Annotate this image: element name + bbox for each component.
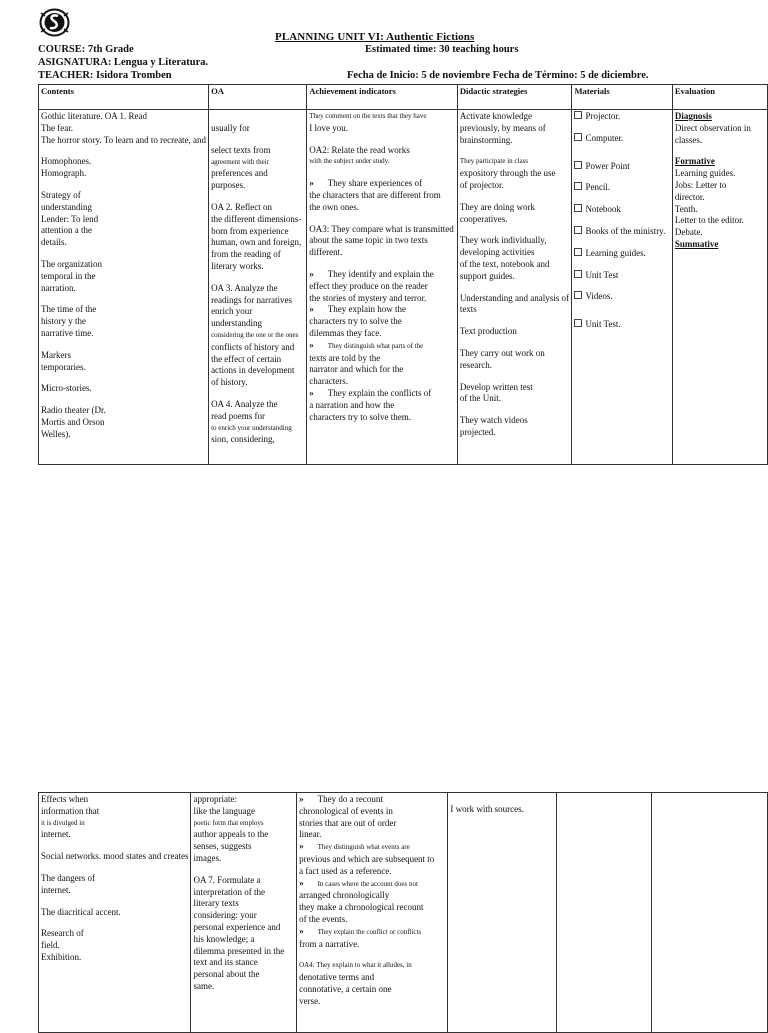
- contents-line: The organization: [41, 258, 103, 269]
- indicator-line: dilemmas they face.: [309, 327, 382, 338]
- oa-line: like the language: [193, 805, 255, 816]
- strategy-line: Activate knowledge: [459, 111, 533, 121]
- contents-line: Exhibition.: [41, 951, 82, 962]
- oa-line: to enrich your understanding: [211, 423, 292, 432]
- strategy-line: texts: [459, 304, 477, 315]
- material-item: Computer.: [585, 132, 624, 143]
- indicator-line: stories that are out of order: [299, 817, 397, 828]
- strategy-line: developing activities: [459, 247, 535, 258]
- materials-cell: [557, 793, 652, 1033]
- strategy-line: Understanding and analysis of: [459, 292, 570, 303]
- double-chevron-bullet: »: [299, 841, 304, 852]
- oa-cell: [191, 793, 297, 1033]
- oa-line: OA 4. Analyze the: [211, 398, 278, 409]
- formative-heading: Formative: [674, 156, 715, 167]
- double-chevron-bullet: »: [309, 178, 314, 189]
- indicator-line: They comment on the texts that they have: [309, 112, 427, 120]
- evaluation-line: Letter to the editor.: [674, 215, 744, 226]
- contents-line: Markers: [41, 349, 71, 360]
- indicator-line: They explain the conflict or conflicts: [317, 927, 422, 936]
- oa-line: conflicts of history and: [211, 341, 295, 352]
- oa-line: interpretation of the: [193, 886, 265, 897]
- contents-line: Strategy of: [41, 189, 81, 200]
- double-chevron-bullet: »: [309, 304, 314, 315]
- contents-line: history y the: [41, 316, 86, 327]
- indicator-line: In cases where the account does not: [317, 879, 418, 888]
- contents-line: attention a the: [41, 225, 92, 236]
- indicator-line: characters try to solve them.: [309, 411, 411, 422]
- contents-line: details.: [41, 237, 67, 248]
- indicator-line: OA2: Relate the read works: [309, 144, 410, 155]
- diagnosis-heading: Diagnosis: [674, 111, 712, 121]
- double-chevron-bullet: »: [299, 794, 304, 804]
- oa-line: born from experience: [211, 225, 289, 236]
- oa-line: OA 3. Analyze the: [211, 282, 278, 293]
- indicator-line: texts are told by the: [309, 352, 381, 363]
- strategy-line: of the Unit.: [459, 393, 502, 404]
- planning-table-page1: [38, 84, 768, 465]
- evaluation-line: Tenth.: [674, 203, 698, 214]
- indicator-line: effect they produce on the reader: [309, 280, 428, 291]
- oa-line: text and its stance: [193, 957, 258, 968]
- contents-line: internet.: [41, 884, 71, 895]
- double-chevron-bullet: »: [309, 387, 314, 398]
- indicators-cell: [307, 110, 458, 465]
- checkbox-square-icon: [574, 248, 582, 256]
- planning-table-page2: [38, 792, 768, 1033]
- indicator-line: about the same topic in two texts: [309, 235, 428, 246]
- strategy-line: They watch videos: [459, 415, 528, 426]
- strategy-line: previously, by means of: [459, 122, 546, 133]
- oa-line: OA 7. Formulate a: [193, 874, 261, 885]
- contents-line: Micro-stories.: [41, 383, 92, 394]
- contents-line: field.: [41, 940, 60, 951]
- oa-line: appropriate:: [193, 794, 237, 804]
- indicator-line: connotative, a certain one: [299, 983, 392, 994]
- strategy-line: of projector.: [459, 179, 504, 190]
- oa-line: the different dimensions-: [211, 213, 302, 224]
- oa-line: personal experience and: [193, 921, 281, 932]
- dates-label: Fecha de Inicio: 5 de noviembre Fecha de Término: 5 de diciembre.: [347, 70, 649, 81]
- evaluation-cell: [651, 793, 767, 1033]
- oa-line: from the reading of: [211, 249, 281, 260]
- oa-line: actions in development: [211, 365, 295, 376]
- contents-line: understanding: [41, 201, 92, 212]
- contents-line: Homograph.: [41, 168, 87, 179]
- indicator-line: they make a chronological recount: [299, 902, 424, 913]
- summative-heading: Summative: [674, 238, 719, 249]
- oa-line: same.: [193, 980, 215, 991]
- strategy-line: They participate in class: [459, 157, 529, 166]
- checkbox-square-icon: [574, 133, 582, 141]
- material-item: Books of the ministry.: [585, 225, 666, 236]
- indicator-line: different.: [309, 247, 343, 258]
- checkbox-square-icon: [574, 270, 582, 278]
- oa-line: dilemma presented in the: [193, 945, 285, 956]
- material-item: Pencil.: [585, 182, 611, 193]
- contents-line: it is divulged in: [41, 818, 85, 827]
- checkbox-square-icon: [574, 226, 582, 234]
- oa-line: usually for: [211, 123, 250, 133]
- teacher-label: TEACHER: Isidora Tromben: [38, 70, 172, 81]
- contents-line: Mortis and Orson: [41, 416, 105, 427]
- indicator-line: They do a recount: [317, 794, 383, 804]
- contents-cell: [39, 793, 191, 1033]
- indicator-line: chronological of events in: [299, 805, 393, 816]
- oa-line: human, own and foreign,: [211, 237, 302, 248]
- contents-line: temporal in the: [41, 270, 96, 281]
- double-chevron-bullet: »: [309, 339, 314, 350]
- contents-line: temporaries.: [41, 361, 86, 372]
- checkbox-square-icon: [574, 291, 582, 299]
- indicator-line: of the events.: [299, 913, 348, 924]
- strategy-line: projected.: [459, 426, 496, 437]
- indicator-line: the stories of mystery and terror.: [309, 292, 427, 303]
- table-header-row: [39, 85, 768, 110]
- contents-line: narration.: [41, 282, 76, 293]
- table-row: [39, 110, 768, 465]
- material-item: Projector.: [585, 111, 621, 121]
- contents-line: Radio theater (Dr.: [41, 405, 106, 416]
- checkbox-square-icon: [574, 111, 582, 119]
- column-header: Materials: [572, 85, 672, 110]
- indicator-line: characters.: [309, 376, 348, 387]
- evaluation-line: Direct observation in: [674, 122, 751, 133]
- contents-cell: [39, 110, 209, 465]
- strategy-line: cooperatives.: [459, 213, 508, 224]
- indicator-line: linear.: [299, 829, 322, 840]
- indicator-line: characters try to solve the: [309, 316, 402, 327]
- contents-line: The time of the: [41, 304, 97, 315]
- strategy-line: I work with sources.: [450, 804, 524, 814]
- oa-line: author appeals to the: [193, 829, 269, 840]
- evaluation-line: director.: [674, 191, 705, 202]
- strategy-line: They carry out work on: [459, 347, 545, 358]
- strategies-cell: [457, 110, 572, 465]
- checkbox-square-icon: [574, 204, 582, 212]
- oa-line: poetic form that employs: [193, 818, 264, 827]
- evaluation-line: Learning guides.: [674, 168, 736, 179]
- subject-label: ASIGNATURA: Lengua y Literatura.: [38, 57, 209, 68]
- column-header: Didactic strategies: [457, 85, 572, 110]
- contents-line: Lender: To lend: [41, 213, 99, 224]
- indicator-line: with the subject under study.: [309, 157, 390, 166]
- table-row: [39, 793, 768, 1033]
- oa-line: the effect of certain: [211, 353, 282, 364]
- evaluation-line: classes.: [674, 134, 703, 145]
- strategy-line: They are doing work: [459, 201, 536, 212]
- material-item: Notebook: [585, 204, 621, 215]
- indicator-line: They explain how the: [327, 304, 406, 315]
- oa-line: read poems for: [211, 410, 266, 421]
- material-item: Learning guides.: [585, 247, 646, 258]
- strategy-line: Text production: [459, 326, 517, 337]
- evaluation-cell: [672, 110, 767, 465]
- contents-line: Welles).: [41, 428, 71, 439]
- contents-line: Gothic literature. OA 1. Read: [41, 111, 147, 121]
- oa-line: readings for narratives: [211, 294, 293, 305]
- strategy-line: They work individually,: [459, 235, 547, 246]
- oa-line: literary works.: [211, 260, 264, 271]
- material-item: Unit Test.: [585, 319, 621, 330]
- checkbox-square-icon: [574, 319, 582, 327]
- strategy-line: Develop written test: [459, 381, 533, 392]
- strategies-cell: [448, 793, 557, 1033]
- oa-line: considering: your: [193, 910, 257, 921]
- indicators-cell: [297, 793, 448, 1033]
- checkbox-square-icon: [574, 182, 582, 190]
- indicator-line: denotative terms and: [299, 972, 375, 983]
- contents-line: The fear.: [41, 122, 73, 133]
- double-chevron-bullet: »: [309, 268, 314, 279]
- contents-line: The diacritical accent.: [41, 906, 121, 917]
- material-item: Videos.: [585, 291, 613, 302]
- material-item: Power Point: [585, 160, 630, 171]
- oa-line: of history.: [211, 377, 248, 388]
- column-header: Evaluation: [672, 85, 767, 110]
- oa-line: agreement with their: [211, 157, 269, 166]
- column-header: Achievement indicators: [307, 85, 458, 110]
- oa-cell: [209, 110, 307, 465]
- contents-line: narrative time.: [41, 327, 94, 338]
- oa-line: senses, suggests: [193, 841, 252, 852]
- indicator-line: I love you.: [309, 122, 348, 133]
- indicator-line: arranged chronologically: [299, 890, 390, 901]
- indicator-line: OA3: They compare what is transmitted: [309, 223, 454, 234]
- indicator-line: They identify and explain the: [327, 268, 434, 279]
- indicator-line: OA4: They explain to what it alludes, in: [299, 961, 412, 970]
- oa-line: enrich your: [211, 306, 253, 317]
- indicator-line: the own ones.: [309, 201, 359, 212]
- strategy-line: support guides.: [459, 270, 515, 281]
- contents-line: Effects when: [41, 794, 89, 804]
- indicator-line: They distinguish what parts of the: [327, 341, 424, 350]
- oa-line: his knowledge; a: [193, 933, 255, 944]
- evaluation-line: Jobs: Letter to: [674, 179, 727, 190]
- oa-line: preferences and: [211, 168, 268, 179]
- contents-line: The dangers of: [41, 872, 95, 883]
- evaluation-line: Debate.: [674, 227, 703, 238]
- oa-line: select texts from: [211, 144, 271, 155]
- indicator-line: They distinguish what events are: [317, 843, 410, 852]
- indicator-line: verse.: [299, 995, 321, 1006]
- double-chevron-bullet: »: [299, 877, 304, 888]
- oa-line: understanding: [211, 318, 263, 329]
- contents-line: information that: [41, 805, 100, 816]
- indicator-line: They explain the conflicts of: [327, 387, 432, 398]
- school-crest-logo: [38, 8, 71, 37]
- column-header: Contents: [39, 85, 209, 110]
- strategy-line: brainstorming.: [459, 134, 513, 145]
- oa-line: personal about the: [193, 969, 260, 980]
- oa-line: sion, considering,: [211, 434, 275, 445]
- indicator-line: a narration and how the: [309, 399, 395, 410]
- oa-line: OA 2. Reflect on: [211, 201, 273, 212]
- oa-line: literary texts: [193, 898, 239, 909]
- oa-line: purposes.: [211, 180, 246, 191]
- course-label: COURSE: 7th Grade: [38, 44, 134, 55]
- page-title: PLANNING UNIT VI: Authentic Fictions: [275, 31, 475, 43]
- indicator-line: They share experiences of: [327, 178, 422, 189]
- oa-line: considering the one or the ones: [211, 330, 299, 339]
- contents-line: Research of: [41, 928, 84, 939]
- strategy-line: expository through the use: [459, 168, 556, 179]
- contents-line: Homophones.: [41, 156, 92, 167]
- indicator-line: previous and which are subsequent to: [299, 853, 435, 864]
- contents-line: The horror story. To learn and to recreate, and: [41, 134, 207, 145]
- oa-line: images.: [193, 852, 222, 863]
- contents-line: internet.: [41, 829, 71, 840]
- materials-cell: [572, 110, 672, 465]
- checkbox-square-icon: [574, 161, 582, 169]
- estimated-time: Estimated time: 30 teaching hours: [365, 44, 519, 55]
- column-header: OA: [209, 85, 307, 110]
- double-chevron-bullet: »: [299, 925, 304, 936]
- material-item: Unit Test: [585, 269, 619, 280]
- contents-line: Social networks. mood states and creates: [41, 851, 189, 862]
- strategy-line: of the text, notebook and: [459, 258, 550, 269]
- strategy-line: research.: [459, 359, 493, 370]
- indicator-line: the characters that are different from: [309, 189, 441, 200]
- indicator-line: from a narrative.: [299, 938, 360, 949]
- indicator-line: narrator and which for the: [309, 364, 404, 375]
- indicator-line: a fact used as a reference.: [299, 865, 392, 876]
